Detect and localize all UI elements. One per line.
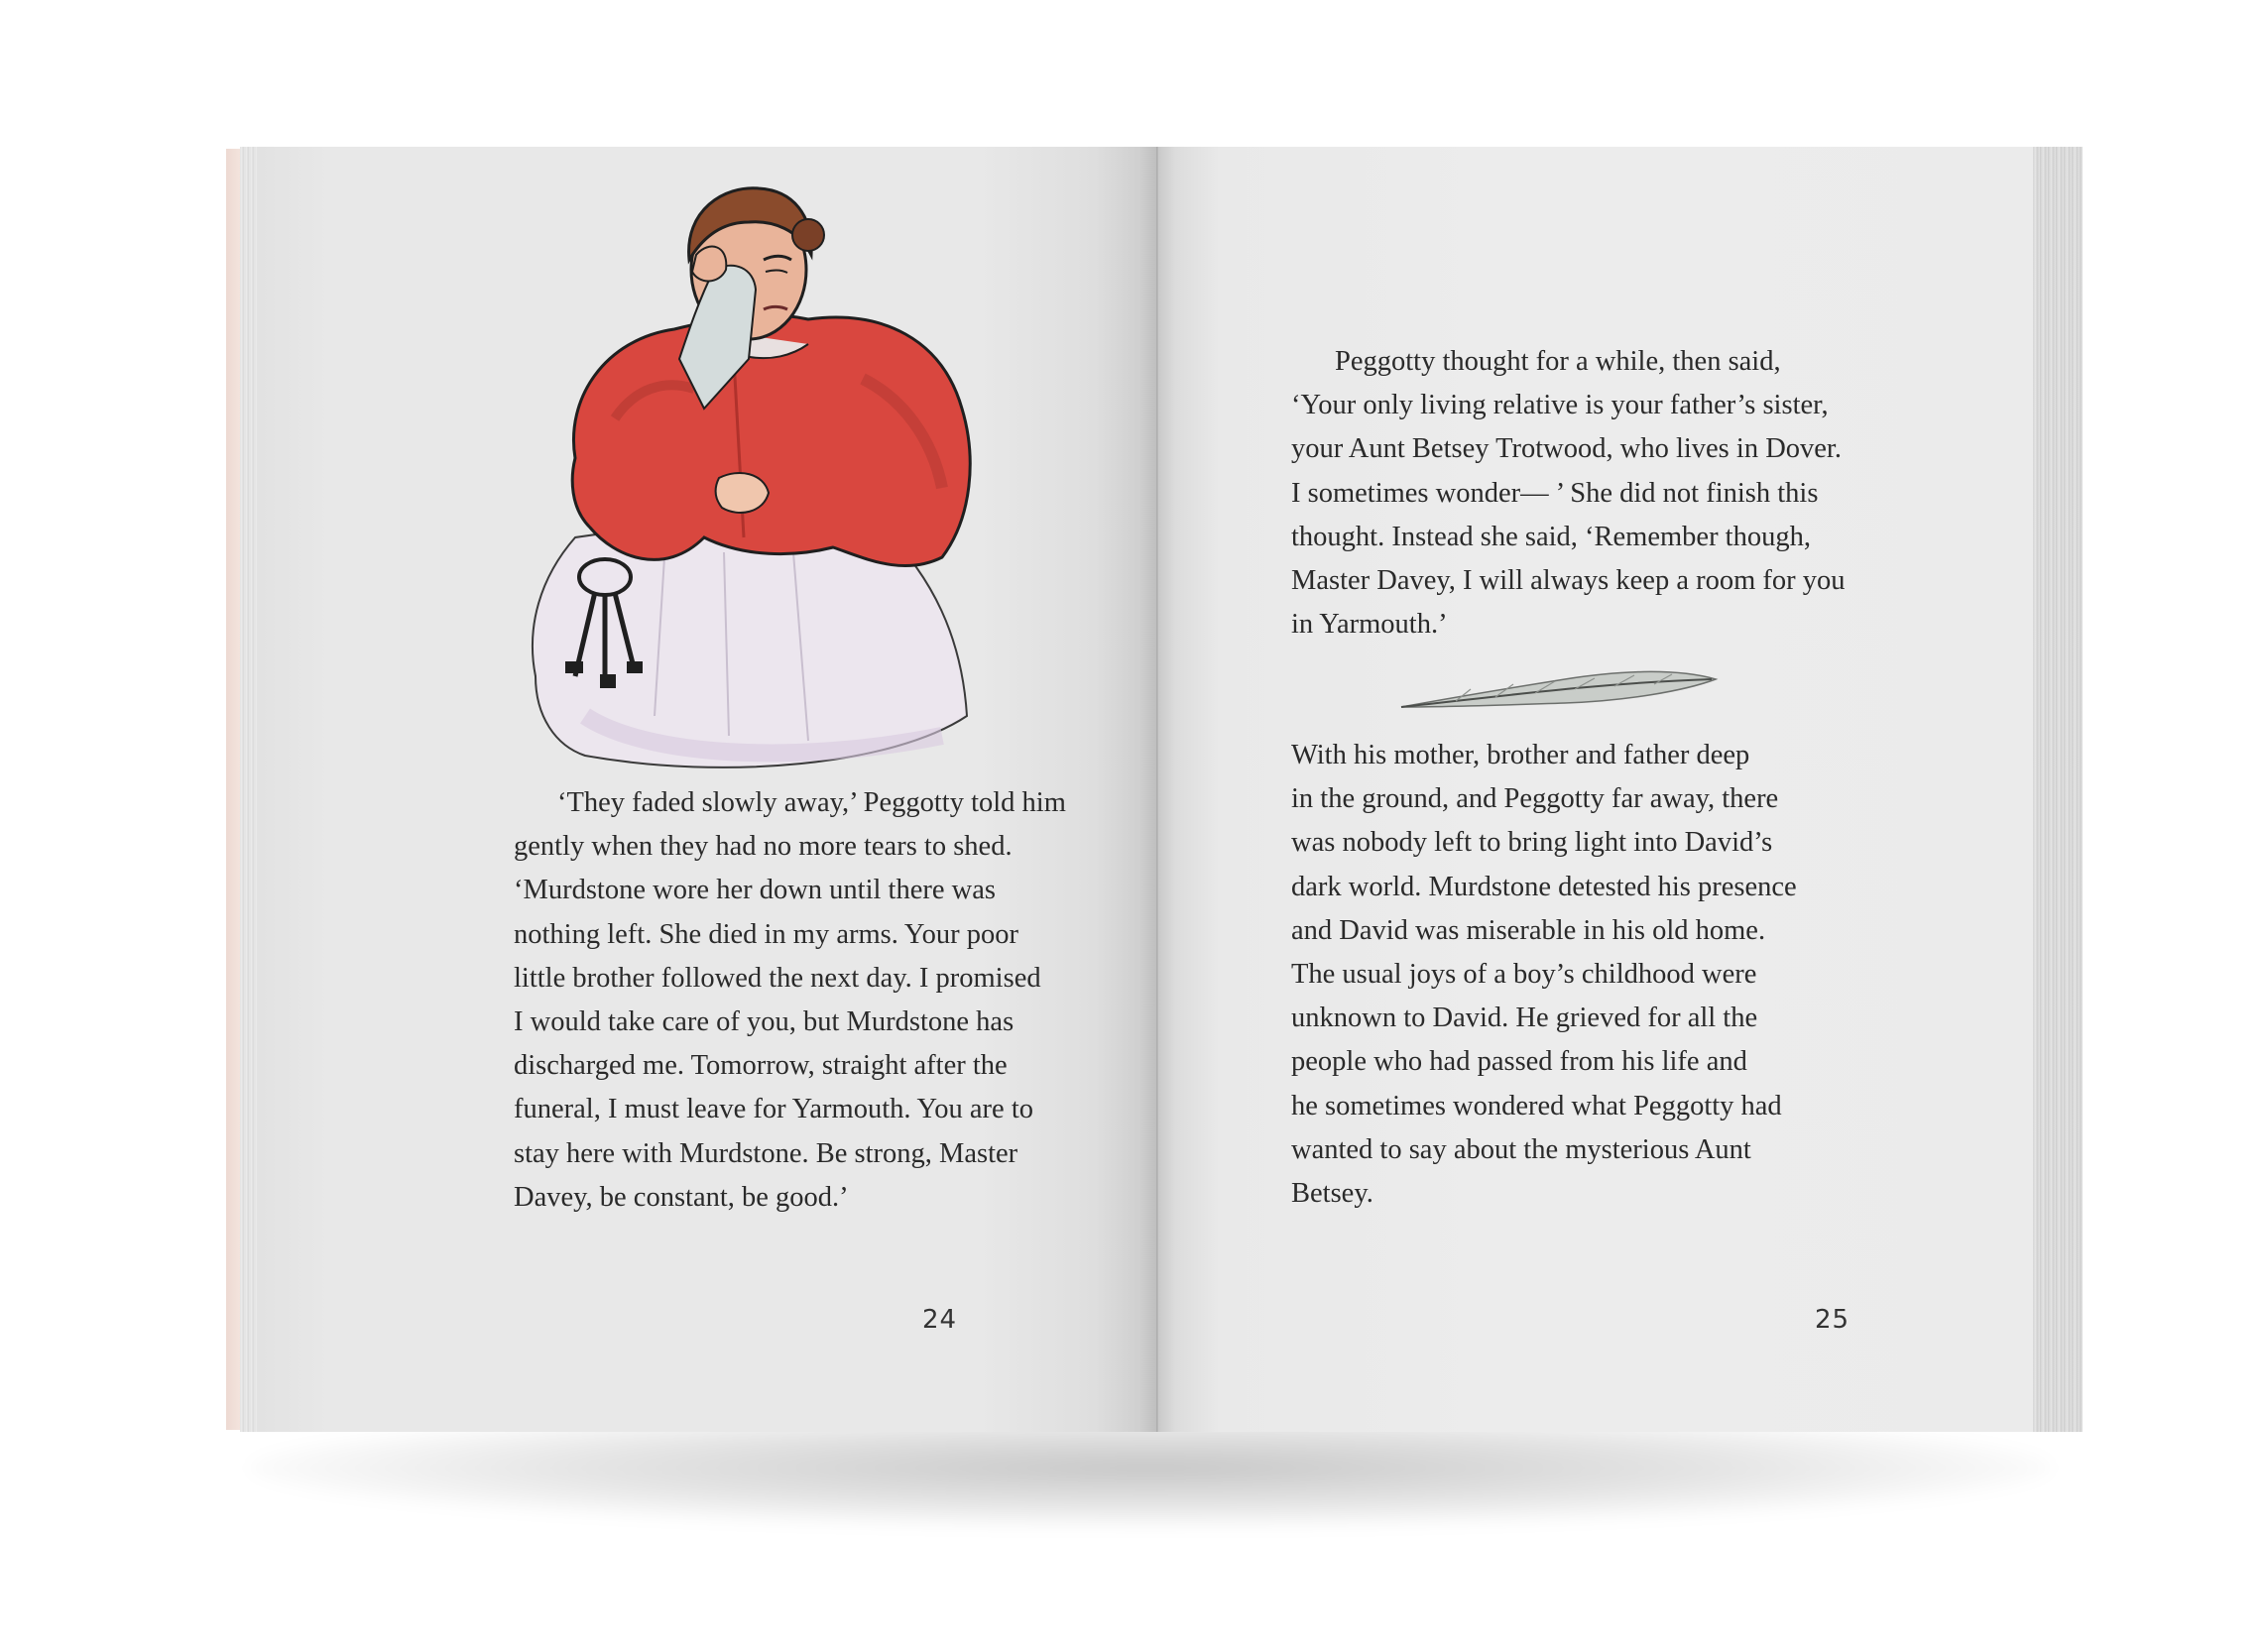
text-line: Master Davey, I will always keep a room for you — [1291, 565, 1846, 597]
open-book — [226, 147, 2083, 1434]
text-line: With his mother, brother and father deep — [1291, 740, 1750, 770]
text-line: your Aunt Betsey Trotwood, who lives in Dover. — [1291, 433, 1842, 465]
text-line: little brother followed the next day. I promised — [514, 962, 1041, 994]
text-line: Peggotty thought for a while, then said, — [1335, 346, 1781, 377]
text-line: gently when they had no more tears to shed. — [514, 831, 1013, 863]
text-line: ‘Murdstone wore her down until there was — [514, 875, 996, 906]
text-line: unknown to David. He grieved for all the — [1291, 1003, 1758, 1034]
text-line: discharged me. Tomorrow, straight after the — [514, 1050, 1008, 1082]
text-line: stay here with Murdstone. Be strong, Master — [514, 1137, 1018, 1169]
text-line: funeral, I must leave for Yarmouth. You are to — [514, 1094, 1033, 1125]
text-line: people who had passed from his life and — [1291, 1046, 1747, 1078]
page-number-right: 25 — [1815, 1305, 1850, 1335]
text-line: wanted to say about the mysterious Aunt — [1291, 1133, 1751, 1165]
text-line: Davey, be constant, be good.’ — [514, 1181, 849, 1213]
right-page — [1158, 147, 2033, 1432]
text-line: in the ground, and Peggotty far away, there — [1291, 783, 1779, 815]
page-stack-right — [2033, 147, 2083, 1432]
left-page — [258, 147, 1158, 1432]
text-line: he sometimes wondered what Peggotty had — [1291, 1090, 1782, 1121]
text-line: The usual joys of a boy’s childhood were — [1291, 959, 1757, 991]
text-line: I sometimes wonder— ’ She did not finish this — [1291, 477, 1819, 509]
text-line: Betsey. — [1291, 1178, 1373, 1210]
text-line: nothing left. She died in my arms. Your poor — [514, 918, 1019, 950]
right-page-paragraph-2 — [1291, 734, 1797, 1216]
text-line: ‘Your only living relative is your father’s sister, — [1291, 390, 1829, 421]
left-page-paragraph — [514, 781, 1066, 1220]
text-line: was nobody left to bring light into David’s — [1291, 827, 1773, 859]
weeping-woman-illustration — [466, 161, 1021, 775]
right-page-paragraph-1 — [1291, 340, 1845, 647]
text-line: dark world. Murdstone detested his presence — [1291, 871, 1797, 902]
text-line: and David was miserable in his old home. — [1291, 914, 1766, 946]
text-line: ‘They faded slowly away,’ Peggotty told him — [557, 787, 1066, 818]
feather-icon — [1396, 657, 1724, 717]
text-line: thought. Instead she said, ‘Remember though, — [1291, 521, 1811, 552]
text-line: in Yarmouth.’ — [1291, 609, 1448, 641]
text-line: I would take care of you, but Murdstone has — [514, 1006, 1014, 1038]
page-number-left: 24 — [922, 1305, 958, 1335]
